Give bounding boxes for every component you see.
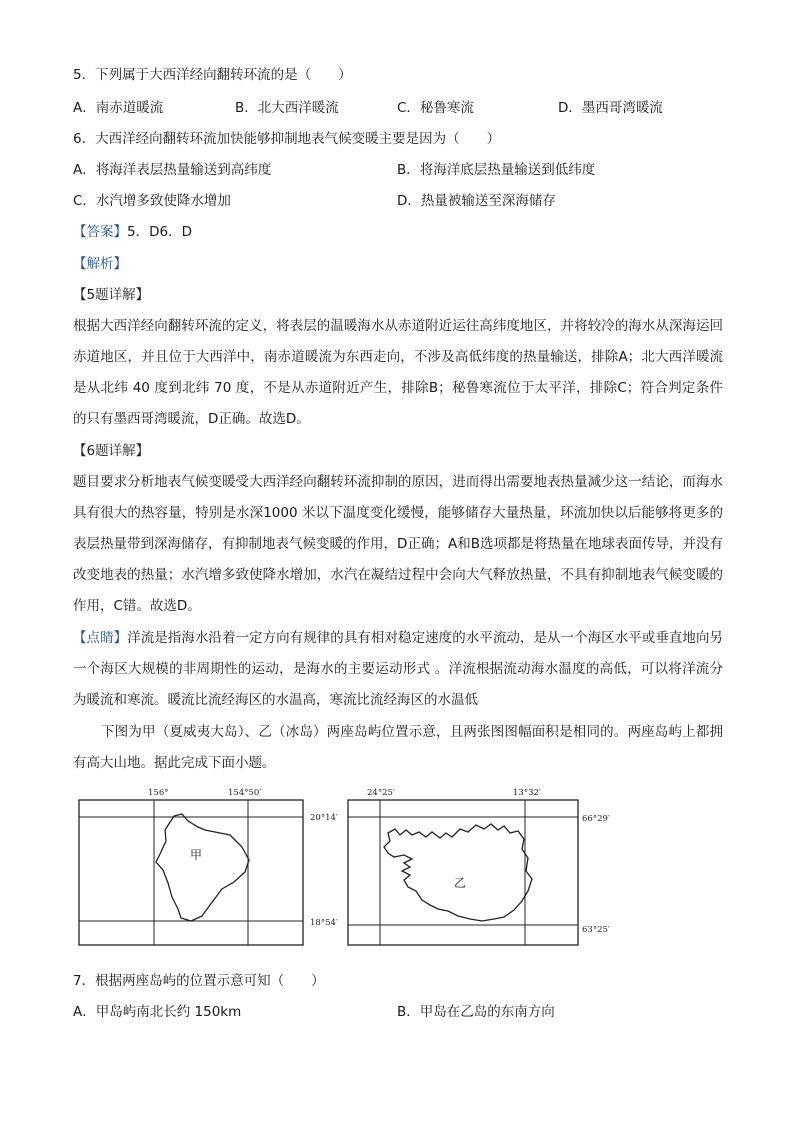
map-jia: [79, 788, 338, 945]
q6-option-d: D．热量被输送至深海储存: [397, 193, 556, 209]
map-yi-top-tick-2: 13°32′: [513, 788, 541, 798]
map-jia-side-tick-2: 18°54′: [310, 918, 338, 928]
dianjing-text: 洋流是指海水沿着一定方向有规律的具有相对稳定速度的水平流动，是从一个海区水平或垂直地向另一个海区大规模的非周期性的运动，是海水的主要运动形式 。洋流根据流动海水温度的高低，可以将洋流分为暖流和寒流。暖流比流经海区的水温高，寒流比流经海区的水温低: [73, 630, 724, 708]
q5-option-d: D．墨西哥湾暖流: [558, 100, 663, 116]
map-intro: 下图为甲（夏威夷大岛）、乙（冰岛）两座岛屿位置示意，且两张图图幅面积是相同的。两座岛屿上都拥有高大山地。据此完成下面小题。: [73, 724, 723, 771]
q6-option-c: C．水汽增多致使降水增加: [73, 193, 231, 209]
dianjing-tag: 【点睛】: [73, 630, 128, 646]
q5-option-b: B．北大西洋暖流: [235, 100, 339, 116]
map-yi-label: 乙: [454, 876, 467, 890]
map-jia-label: 甲: [190, 848, 203, 862]
dianjing-block: [73, 623, 723, 716]
q6-option-b: B．将海洋底层热量输送到低纬度: [397, 162, 596, 178]
q6-stem: 6．大西洋经向翻转环流加快能够抑制地表气候变暖主要是因为（ ）: [73, 131, 501, 147]
map-yi-side-tick-2: 63°25′: [582, 925, 610, 935]
q7-stem: 7．根据两座岛屿的位置示意可知（ ）: [73, 973, 325, 989]
q5-stem: 5．下列属于大西洋经向翻转环流的是（ ）: [73, 67, 352, 83]
q6-option-a: A．将海洋表层热量输送到高纬度: [73, 162, 272, 178]
q7-option-a: A．甲岛屿南北长约 150km: [73, 1004, 242, 1020]
q5-option-c: C．秘鲁寒流: [397, 100, 474, 116]
detail6-text: 题目要求分析地表气候变暖受大西洋经向翻转环流抑制的原因，进而得出需要地表热量减少这一结论，而海水具有很大的热容量，特别是水深1000 米以下温度变化缓慢，能够储存大量热量，环流加快以后能够将更多的表层热量带到深海储存，有抑制地表气候变暖的作用，D正确；A和B选项都是将热量在地球表面传导，并没有改变地表的热量；水汽增多致使降水增加，水汽在凝结过程中会向大气释放热量，不具有抑制地表气候变暖的作用，C错。故选D。: [73, 474, 723, 614]
analysis-tag: 【解析】: [73, 256, 127, 272]
map-jia-top-tick-1: 156°: [148, 788, 169, 798]
q7-option-b: B．甲岛在乙岛的东南方向: [397, 1004, 555, 1020]
detail6-tag: 【6题详解】: [73, 443, 150, 459]
map-yi-top-tick-1: 24°25′: [367, 788, 395, 798]
map-jia-top-tick-2: 154°50′: [228, 788, 262, 798]
detail5-text: 根据大西洋经向翻转环流的定义，将表层的温暖海水从赤道附近运往高纬度地区，并将较冷的海水从深海运回赤道地区，并且位于大西洋中，南赤道暖流为东西走向，不涉及高低纬度的热量输送，排除A；北大西洋暖流是从北纬 40 度到北纬 70 度，不是从赤道附近产生，排除B；秘鲁寒流位于太平洋，排除C；符合判定条件的只有墨西哥湾暖流，D正确。故选D。: [73, 318, 723, 427]
island-jia-outline: [156, 814, 249, 921]
map-yi: [348, 788, 610, 945]
island-yi-outline: [384, 824, 532, 921]
map-yi-side-tick-1: 66°29′: [582, 814, 610, 824]
q5-option-a: A．南赤道暖流: [73, 100, 164, 116]
answer-tag: 【答案】: [73, 224, 127, 240]
answer-text: 5．D6．D: [127, 224, 192, 240]
island-maps-figure: [70, 783, 630, 958]
map-jia-side-tick-1: 20°14′: [310, 813, 338, 823]
detail5-tag: 【5题详解】: [73, 287, 150, 303]
answer-line: [73, 222, 192, 242]
